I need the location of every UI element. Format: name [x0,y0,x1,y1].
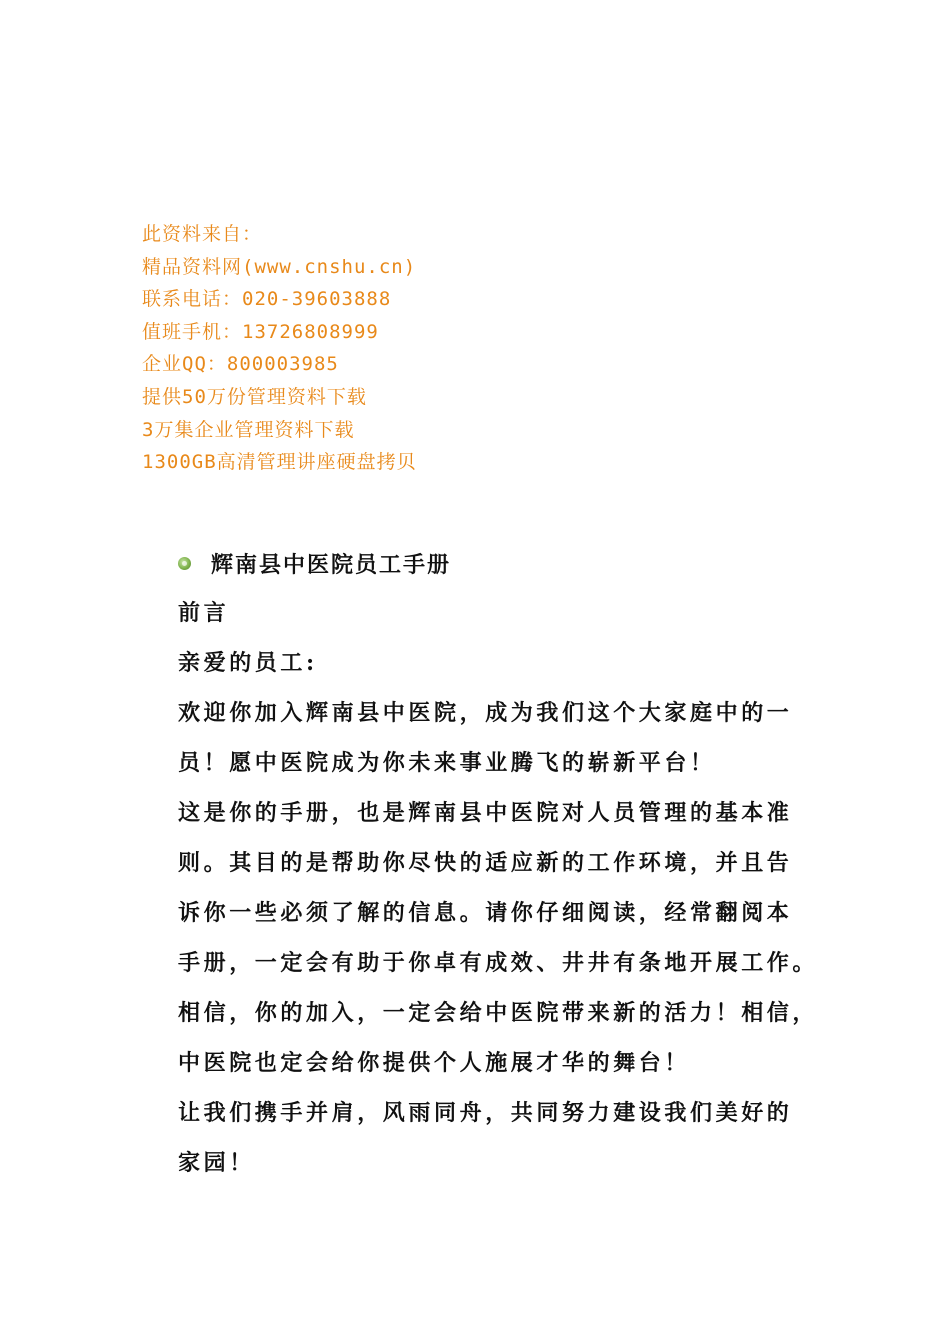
source-info-block [142,218,417,479]
source-line-offer-2: 3万集企业管理资料下载 [142,418,355,441]
source-line-qq: 企业QQ：800003985 [142,353,339,376]
source-line-intro: 此资料来自： [142,223,263,245]
source-line-website: 精品资料网(www.cnshu.cn) [142,255,417,278]
preface-heading: 前言 [178,600,230,626]
body-text-line: 相信，你的加入，一定会给中医院带来新的活力！相信， [178,1000,819,1026]
body-text-line: 中医院也定会给你提供个人施展才华的舞台！ [178,1050,691,1076]
green-bullet-icon [178,557,191,570]
source-line-phone: 联系电话：020-39603888 [142,288,392,311]
source-line-offer-3: 1300GB高清管理讲座硬盘拷贝 [142,451,417,474]
body-text-line: 让我们携手并肩，风雨同舟，共同努力建设我们美好的 [178,1100,793,1126]
document-title-row [178,545,451,581]
body-text-line: 手册，一定会有助于你卓有成效、井井有条地开展工作。 [178,950,819,976]
document-body [178,588,828,1188]
document-title: 辉南县中医院员工手册 [211,551,452,578]
body-text-line: 员！愿中医院成为你未来事业腾飞的崭新平台！ [178,750,716,776]
salutation: 亲爱的员工: [178,650,318,676]
source-line-offer-1: 提供50万份管理资料下载 [142,385,367,408]
body-text-line: 诉你一些必须了解的信息。请你仔细阅读，经常翻阅本 [178,900,793,926]
body-text-line: 则。其目的是帮助你尽快的适应新的工作环境，并且告 [178,850,793,876]
source-line-mobile: 值班手机：13726808999 [142,320,379,343]
body-text-line: 这是你的手册，也是辉南县中医院对人员管理的基本准 [178,800,793,826]
body-text-line: 家园！ [178,1150,255,1176]
body-text-line: 欢迎你加入辉南县中医院，成为我们这个大家庭中的一 [178,700,793,726]
